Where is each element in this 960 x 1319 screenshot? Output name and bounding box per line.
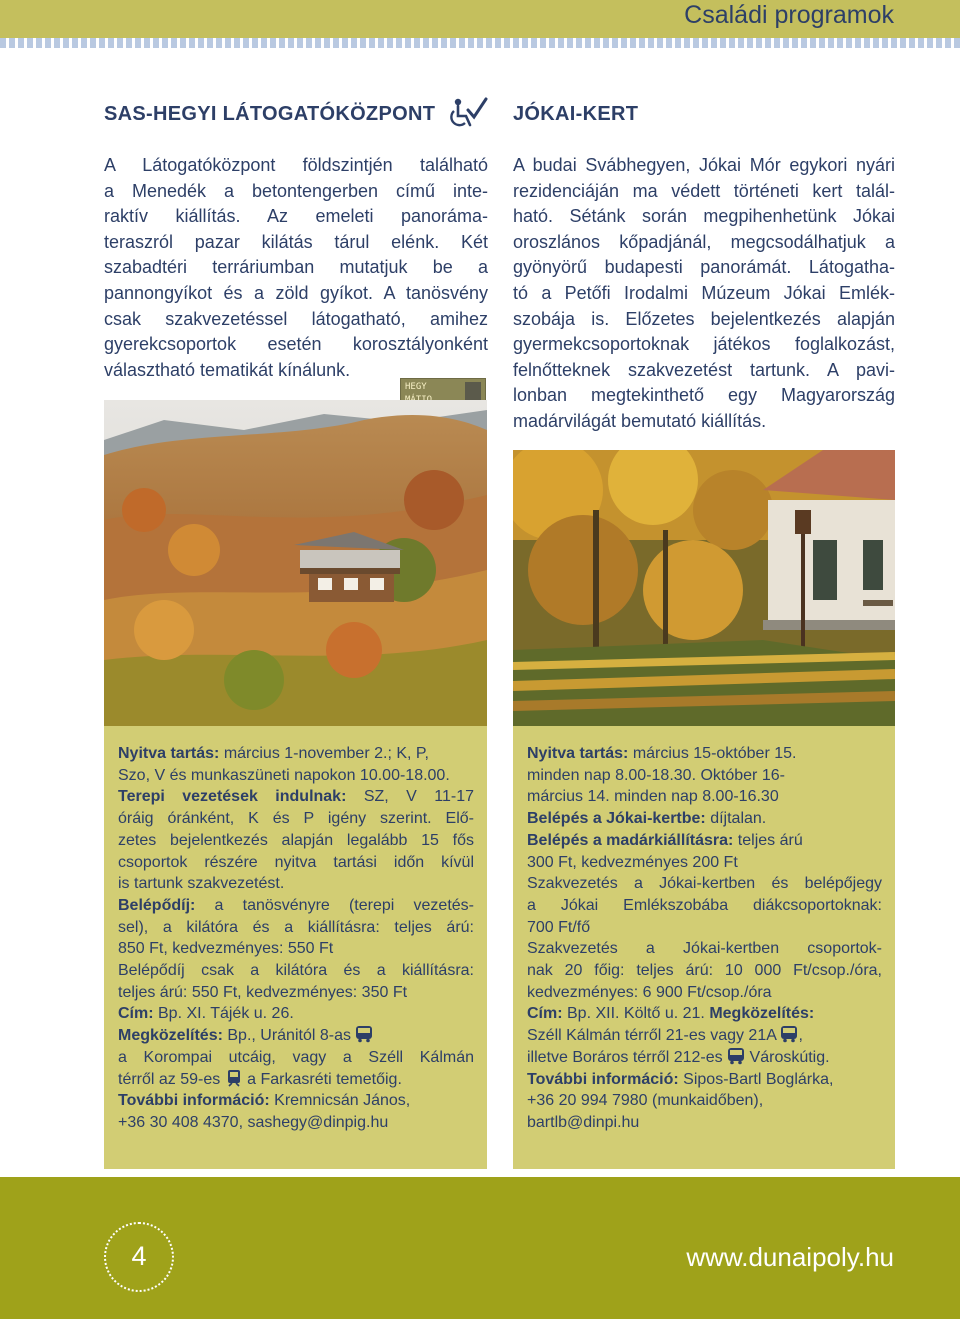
left-intro-text xyxy=(104,153,488,383)
intro-line: raktív kiállítás. Az emeleti panoráma- xyxy=(104,206,488,227)
right-info-text: Nyitva tartás: március 15-október 15. minden nap 8.00-18.30. Október 16- március 14. minden nap 8.00-16.30 Belépés a Jókai-kertbe: díjtalan. Belépés a madárkiállításra: teljes árú 300 Ft, kedvezményes 200 Ft Szakvezetés a Jókai-kertben és belépőjegy a Jókai Emlékszobába diákcsoportoknak: 700 Ft/fő Szakvezetés a Jókai-kertben csoportok- nak 20 főig: teljes árú: 10 000 Ft/csop./óra, kedvezményes: 6 900 Ft/csop./óra Cím: Bp. XII. Költő u. 21. Megközelítés: Széll Kálmán térről 21-es vagy 21A , illetve Boráros térről 212-es Városkútig. További információ: Sipos-Bartl Boglárka, +36 20 994 7980 (munkaidőben), bartlb@dinpi.hu xyxy=(527,745,882,1131)
left-info-text: Nyitva tartás: március 1-november 2.; K, P, Szo, V és munkaszüneti napokon 10.00-18.00. Terepi vezetések indulnak: SZ, V 11-17 óráig óránként, K és P igény szerint. Elő- zetes bejelentkezés alapján legalább 15 fős csoportok részére nyitva tartási időn kívül is tartunk szakvezetést. Belépődíj: a tanösvényre (terepi vezetés- sel), a kilátóra és a kiállításra: teljes árú: 850 Ft, kedvezményes: 550 Ft Belépődíj csak a kilátóra és a kiállításra: teljes árú: 550 Ft, kedvezményes: 350 Ft Cím: Bp. XI. Tájék u. 26. Megközelítés: Bp., Uránitól 8-as a Korompai utcáig, vagy a Széll Kálmán térről az 59-es a Farkasréti temetőig. További információ: Kremnicsán János, +36 30 408 4370, sashegy@dinpig.hu xyxy=(118,745,474,1131)
intro-line: gyönyörű budapesti panorámát. Látogatha- xyxy=(513,257,895,278)
label: Terepi vezetések indulnak: xyxy=(118,788,347,806)
label: Nyitva tartás: xyxy=(118,745,220,762)
website-url[interactable]: www.dunaipoly.hu xyxy=(686,1242,894,1272)
intro-line: választható tematikát kínálunk. xyxy=(104,359,351,380)
left-section-title: SAS-HEGYI LÁTOGATÓKÖZPONT xyxy=(104,103,436,125)
intro-line: pannongyíkot és a zöld gyíkot. A tanösvény xyxy=(104,282,488,303)
label: Belépés a Jókai-kertbe: xyxy=(527,810,706,828)
label: Belépődíj: xyxy=(118,896,196,914)
intro-line: tó a Petőfi Irodalmi Múzeum Jókai Emlék- xyxy=(513,282,895,303)
intro-line: A budai Svábhegyen, Jókai Mór egykori nyári xyxy=(513,155,895,175)
intro-line: lonban megtekinthető egy Magyarország xyxy=(513,385,895,406)
label: További információ: xyxy=(527,1070,679,1088)
intro-line: felnőtteknek szakvezetést tartunk. A pavi- xyxy=(513,359,895,380)
label: További információ: xyxy=(118,1092,270,1110)
intro-line: teraszról pazar kilátás tárul elénk. Két xyxy=(104,231,488,252)
intro-line: a Menedék a betontengerben című inte- xyxy=(104,180,488,201)
wheelchair-check-icon xyxy=(446,96,488,132)
header-stripe xyxy=(0,38,960,48)
intro-line: szobája is. Előzetes bejelentkezés alapján xyxy=(513,308,895,329)
label: Megközelítés: xyxy=(709,1005,815,1023)
tram-icon xyxy=(225,1069,243,1087)
intro-line: gyermekcsoportoknak játékos foglalkozást, xyxy=(513,334,895,355)
intro-line: rezidenciáján ma védett történeti kert talál- xyxy=(513,180,895,201)
visitor-center-photo xyxy=(104,400,487,726)
page-number: 4 xyxy=(131,1241,147,1271)
page-section-title: Családi programok xyxy=(684,1,894,29)
bus-icon xyxy=(355,1025,373,1043)
intro-line: ható. Sétánk során megpihenhetünk Jókai xyxy=(513,206,895,227)
label: Belépés a madárkiállításra: xyxy=(527,831,734,849)
intro-line: gyerekcsoportok esetén korosztályonként xyxy=(104,334,488,355)
jokai-garden-photo xyxy=(513,450,895,726)
intro-line: oroszlános kőpadjánál, megcsodálhatjuk a xyxy=(513,231,895,252)
intro-line: szabadtéri terráriumban mutatjuk be a xyxy=(104,257,488,278)
right-section-title: JÓKAI-KERT xyxy=(513,103,639,125)
label: Cím: xyxy=(527,1005,563,1023)
label: Nyitva tartás: xyxy=(527,745,629,762)
right-intro-text xyxy=(513,153,895,435)
logo-text: HEGY xyxy=(405,382,427,392)
bus-icon xyxy=(780,1025,798,1043)
header-band xyxy=(0,0,960,38)
intro-line: csak szakvezetéssel látogatható, amihez xyxy=(104,308,488,329)
bus-icon xyxy=(727,1047,745,1065)
label: Megközelítés: xyxy=(118,1027,223,1045)
label: Cím: xyxy=(118,1005,154,1023)
intro-line: madárvilágát bemutató kiállítás. xyxy=(513,410,767,431)
intro-line: A Látogatóközpont földszintjén található xyxy=(104,155,488,175)
